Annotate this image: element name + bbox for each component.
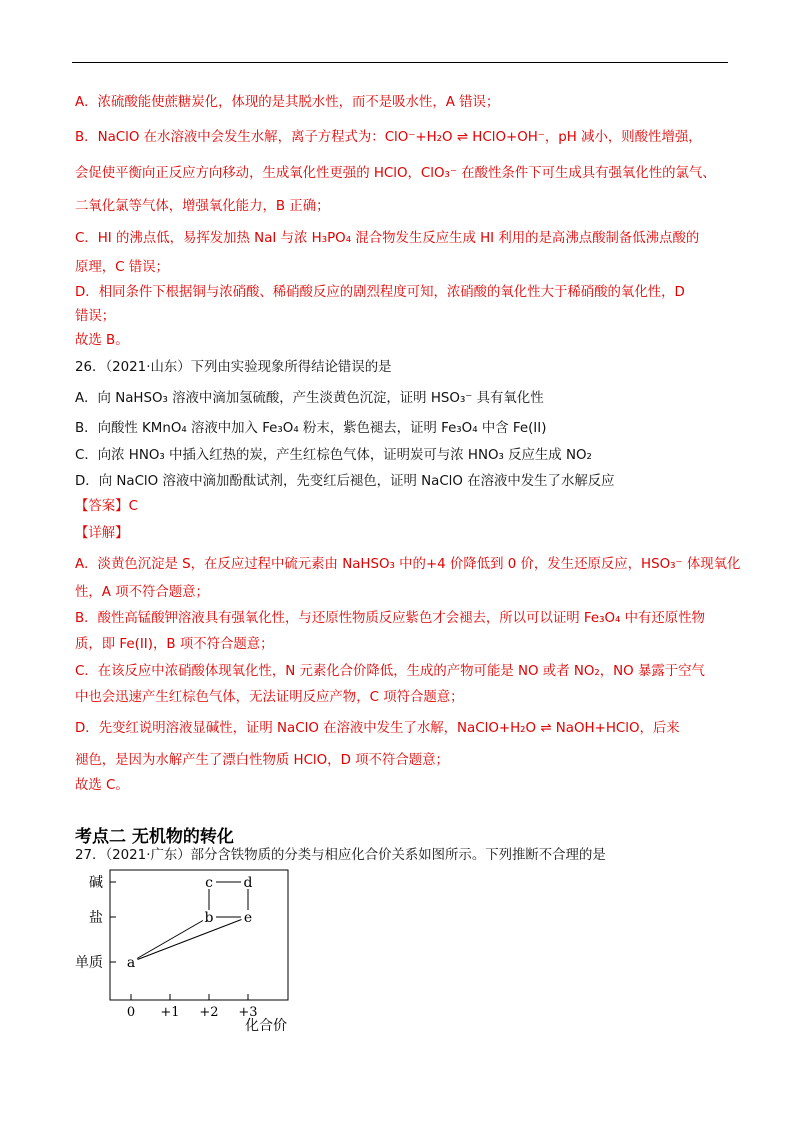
x-axis-label: 化合价 — [245, 1018, 287, 1034]
text-line: 褪色，是因为水解产生了漂白性物质 HClO，D 项不符合题意； — [75, 753, 449, 768]
text-line: A．淡黄色沉淀是 S，在反应过程中硫元素由 NaHSO₃ 中的+4 价降低到 0 价，发生还原反应，HSO₃⁻ 体现氧化 — [75, 557, 741, 572]
text-line: B．NaClO 在水溶液中会发生水解，离子方程式为：ClO⁻+H₂O ⇌ HClO+OH⁻，pH 减小，则酸性增强， — [75, 130, 702, 145]
text-line: 质，即 Fe(II)，B 项不符合题意； — [75, 637, 274, 652]
x-tick-label: +3 — [238, 1005, 258, 1020]
x-tick-label: 0 — [126, 1005, 136, 1020]
y-tick-label: 盐 — [89, 910, 103, 926]
point-a: a — [126, 955, 136, 971]
text-line: D．相同条件下根据铜与浓硝酸、稀硝酸反应的剧烈程度可知，浓硝酸的氧化性大于稀硝酸的氧化性，D — [75, 285, 685, 300]
x-tick-label: +2 — [199, 1005, 219, 1020]
question-27: 27．（2021·广东）部分含铁物质的分类与相应化合价关系如图所示。下列推断不合理的是 — [75, 848, 606, 863]
y-tick-label: 碱 — [89, 875, 103, 891]
section-heading: 考点二 无机物的转化 — [75, 827, 234, 847]
point-e: e — [243, 910, 253, 926]
detail-label: 【详解】 — [75, 526, 129, 541]
option-c: C．向浓 HNO₃ 中插入红热的炭，产生红棕色气体，证明炭可与浓 HNO₃ 反应生成 NO₂ — [75, 448, 592, 463]
point-d: d — [243, 875, 253, 891]
text-line: C．在该反应中浓硝酸体现氧化性，N 元素化合价降低，生成的产物可能是 NO 或者 NO₂，NO 暴露于空气 — [75, 664, 705, 679]
text-line: 性，A 项不符合题意； — [75, 585, 209, 600]
header-rule — [72, 62, 728, 63]
iron-valence-diagram — [70, 866, 310, 1036]
text-line: D．先变红说明溶液显碱性，证明 NaClO 在溶液中发生了水解，NaClO+H₂O ⇌ NaOH+HClO，后来 — [75, 721, 680, 736]
text-line: C．HI 的沸点低，易挥发加热 NaI 与浓 H₃PO₄ 混合物发生反应生成 HI 利用的是高沸点酸制备低沸点酸的 — [75, 231, 700, 246]
point-c: c — [205, 875, 213, 891]
answer-value: C — [128, 499, 138, 514]
plot-frame — [110, 870, 288, 1000]
text-line: 二氧化氯等气体，增强氧化能力，B 正确； — [75, 199, 330, 214]
option-a: A．向 NaHSO₃ 溶液中滴加氢硫酸，产生淡黄色沉淀，证明 HSO₃⁻ 具有氧化性 — [75, 391, 544, 406]
text-line: 会促使平衡向正反应方向移动，生成氧化性更强的 HClO，ClO₃⁻ 在酸性条件下可生成具有强氧化性的氯气、 — [75, 166, 716, 181]
text-line: 故选 C。 — [75, 778, 129, 793]
y-tick-label: 单质 — [75, 955, 103, 971]
answer-label: 【答案】 — [75, 499, 129, 514]
text-line: 中也会迅速产生红棕色气体，无法证明反应产物，C 项符合题意； — [75, 690, 464, 705]
edge-a-b — [137, 920, 203, 958]
option-b: B．向酸性 KMnO₄ 溶液中加入 Fe₃O₄ 粉末，紫色褪去，证明 Fe₃O₄ 中含 Fe(II) — [75, 421, 547, 436]
text-line: A．浓硫酸能使蔗糖炭化，体现的是其脱水性，而不是吸水性，A 错误； — [75, 95, 500, 110]
x-tick-label: +1 — [160, 1005, 180, 1020]
text-line: 错误； — [75, 309, 116, 324]
text-line: 故选 B。 — [75, 333, 129, 348]
text-line: 原理，C 错误； — [75, 260, 169, 275]
point-b: b — [204, 910, 214, 926]
option-d: D．向 NaClO 溶液中滴加酚酞试剂，先变红后褪色，证明 NaClO 在溶液中发生了水解反应 — [75, 474, 615, 489]
edge-a-e — [138, 920, 242, 960]
answer-line — [75, 497, 740, 517]
question-26: 26．（2021·山东）下列由实验现象所得结论错误的是 — [75, 360, 392, 375]
text-line: B．酸性高锰酸钾溶液具有强氧化性，与还原性物质反应紫色才会褪去，所以可以证明 Fe₃O₄ 中有还原性物 — [75, 611, 705, 626]
